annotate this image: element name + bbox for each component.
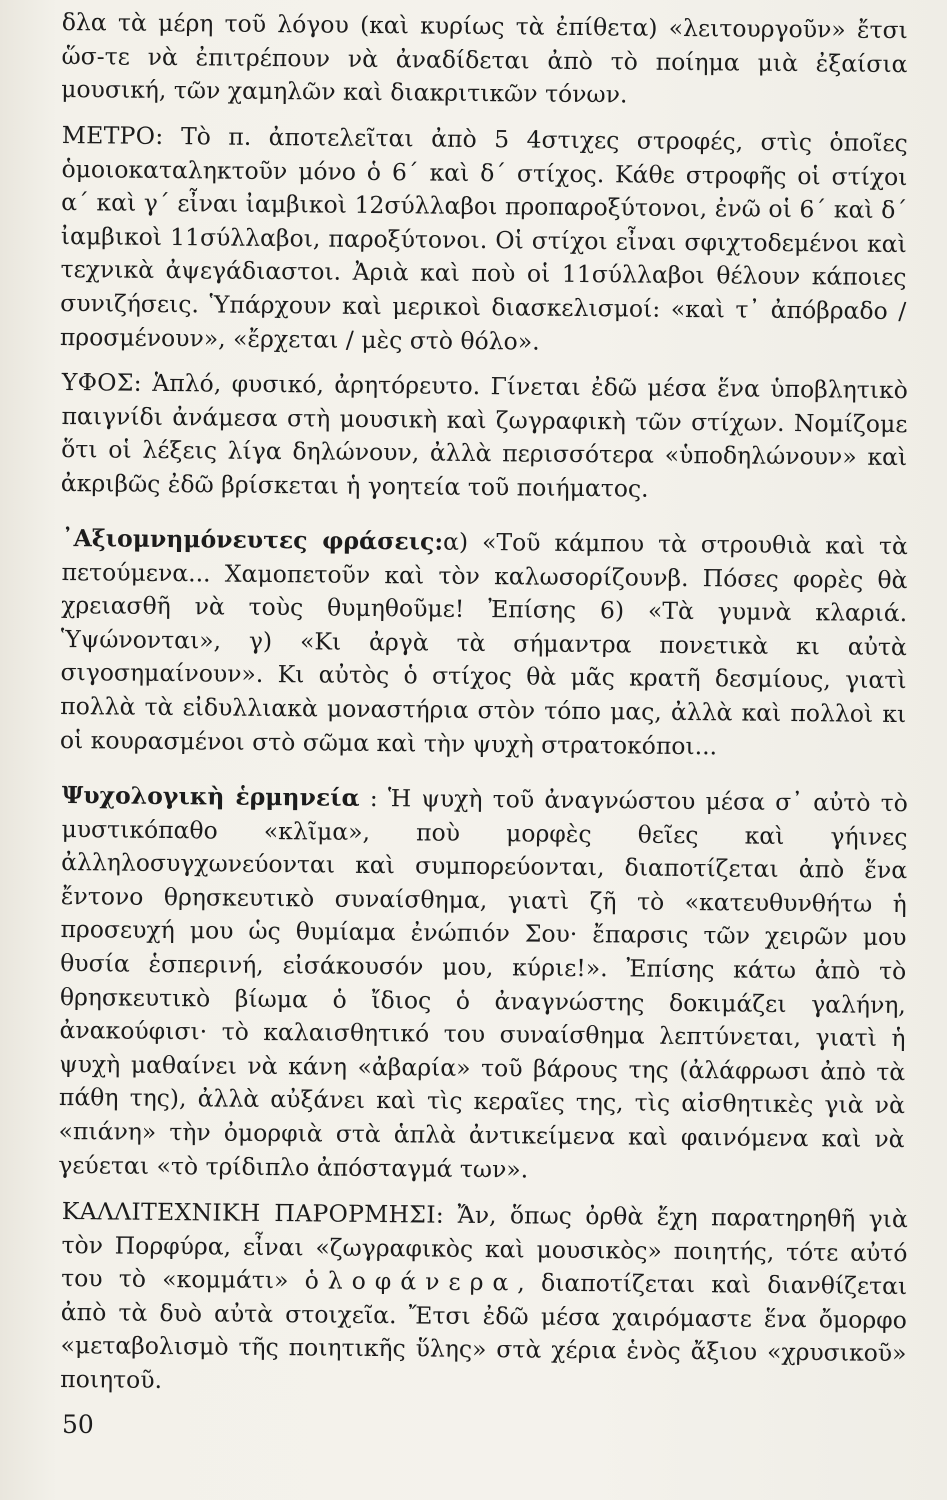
metre-label: ΜΕΤΡΟ: — [61, 120, 164, 150]
intro-text: δλα τὰ μέρη τοῦ λόγου (καὶ κυρίως τὰ ἐπίθετα) «λειτουργοῦν» ἔτσι ὥσ-τε νὰ ἐπιτρέπουν νὰ ἀναδίδεται ἀπὸ τὸ ποίημα μιὰ ἐξαίσια μουσική, τῶν χαμηλῶν καὶ διακριτικῶν τόνων. — [61, 7, 908, 109]
style-text: Ἁπλό, φυσικό, ἀρητόρευτο. Γίνεται ἐδῶ μέσα ἕνα ὑποβλητικὸ παιγνίδι ἀνάμεσα στὴ μουσικὴ καὶ ζωγραφικὴ τῶν στίχων. Νομίζομε ὅτι οἱ λέξεις λίγα δηλώνουν, ἀλλὰ περισσότερα «ὑποδηλώνουν» καὶ ἀκριβῶς ἐδῶ βρίσκεται ἡ γοητεία τοῦ ποιήματος. — [60, 368, 908, 503]
artistic-impulse-spaced-word: ὁλοφάνερα — [304, 1266, 518, 1297]
paragraph-intro — [61, 6, 908, 115]
paragraph-style — [61, 366, 908, 508]
artistic-impulse-text-before: Ἄν, ὅπως ὀρθὰ ἔχη παρατηρηθῆ γιὰ τὸν Πορφύρα, εἶναι «ζωγραφικὸς καὶ μουσικὸς» ποιητής, τότε αὐτό του τὸ «κομμάτι» — [61, 1200, 908, 1294]
paragraph-metre — [60, 119, 908, 362]
page-number: 50 — [62, 1410, 94, 1439]
paragraph-psychological-interpretation — [58, 779, 908, 1190]
memorable-phrases-text: α) «Τοῦ κάμπου τὰ στρουθιὰ καὶ τὰ πετούμενα... Χαμοπετοῦν καὶ τὸν καλωσορίζουνβ. Πόσες φορὲς θὰ χρειασθῆ νὰ τοὺς θυμηθοῦμε! Ἐπίσης 6) «Τὰ γυμνὰ κλαριά. Ὑψώνονται», γ) «Κι ἀργὰ τὰ σήμαντρα πονετικὰ κι αὐτὰ σιγοσημαίνουν». Κι αὐτὸς ὁ στίχος θὰ μᾶς κρατῆ δεσμίους, γιατὶ πολλὰ τὰ εἰδυλλιακὰ μοναστήρια στὸν τόπο μας, ἀλλὰ καὶ πολλοὶ κι οἱ κουρασμένοι στὸ σῶμα καὶ τὴν ψυχὴ στρατοκόποι... — [59, 527, 908, 761]
artistic-impulse-text-after: , διαποτίζεται καὶ διανθίζεται ἀπὸ τὰ δυὸ αὐτὰ στοιχεῖα. Ἔτσι ἐδῶ μέσα χαιρόμαστε ἕνα ὄμορφο «μεταβολισμὸ τῆς ποιητικῆς ὕλης» στὰ χέρια ἑνὸς ἄξιου «χρυσικοῦ» ποιητοῦ. — [60, 1268, 908, 1394]
psychological-interpretation-label: Ψυχολογικὴ ἑρμηνεία — [61, 781, 360, 813]
paragraph-artistic-impulse — [60, 1195, 908, 1405]
page-text-body — [58, 6, 908, 1396]
metre-text: Τὸ π. ἀποτελεῖται ἀπὸ 5 4στιχες στροφές, στὶς ὁποῖες ὁμοιοκαταληκτοῦν μόνο ὁ 6΄ καὶ δ΄ στίχος. Κάθε στροφῆς οἱ στίχοι α΄ καὶ γ΄ εἶναι ἰαμβικοὶ 12σύλλαβοι προπαροξύτονοι, ἐνῶ οἱ 6΄ καὶ δ΄ ἰαμβικοὶ 11σύλλαβοι, παροξύτονοι. Οἱ στίχοι εἶναι σφιχτοδεμένοι καὶ τεχνικὰ ἀψεγάδιαστοι. Ἀριὰ καὶ ποὺ οἱ 11σύλλαβοι θέλουν κάποιες συνιζήσεις. Ὑπάρχουν καὶ μερικοὶ διασκελισμοί: «καὶ τ᾿ ἀπόβραδο / προσμένουν», «ἔρχεται / μὲς στὸ θόλο». — [59, 121, 908, 355]
artistic-impulse-label: ΚΑΛΛΙΤΕΧΝΙΚΗ ΠΑΡΟΡΜΗΣΙ: — [61, 1196, 445, 1229]
paragraph-memorable-phrases — [60, 522, 908, 765]
style-label: ΥΦΟΣ: — [61, 367, 143, 397]
memorable-phrases-label: ᾿Αξιομνημόνευτες φράσεις: — [61, 524, 444, 556]
psychological-interpretation-text: : Ἡ ψυχὴ τοῦ ἀναγνώστου μέσα σ᾿ αὐτὸ τὸ μυστικόπαθο «κλῖμα», ποὺ μορφὲς θεῖες καὶ γήινες ἀλληλοσυγχωνεύονται καὶ συμπορεύονται, διαποτίζεται ἀπὸ ἕνα ἔντονο θρησκευτικὸ συναίσθημα, γιατὶ ζῆ τὸ «κατευθυνθήτω ἡ προσευχή μου ὡς θυμίαμα ἐνώπιόν Σου· ἔπαρσις τῶν χειρῶν μου θυσία ἑσπερινή, εἰσάκουσόν μου, κύριε!». Ἐπίσης κάτω ἀπὸ τὸ θρησκευτικὸ βίωμα ὁ ἴδιος ὁ ἀναγνώστης δοκιμάζει γαλήνη, ἀνακούφισι· τὸ καλαισθητικό του συναίσθημα λεπτύνεται, γιατὶ ἡ ψυχὴ μαθαίνει νὰ κάνη «ἀβαρία» τοῦ βάρους της (ἀλάφρωσι ἀπὸ τὰ πάθη της), ἀλλὰ αὐξάνει καὶ τὶς κεραῖες της, τὶς αἰσθητικὲς γιὰ νὰ «πιάνη» τὴν ὀμορφιὰ στὰ ἁπλὰ ἀντικείμενα καὶ φαινόμενα καὶ νὰ γεύεται «τὸ τρίδιπλο ἀπόσταγμά των». — [58, 784, 908, 1184]
